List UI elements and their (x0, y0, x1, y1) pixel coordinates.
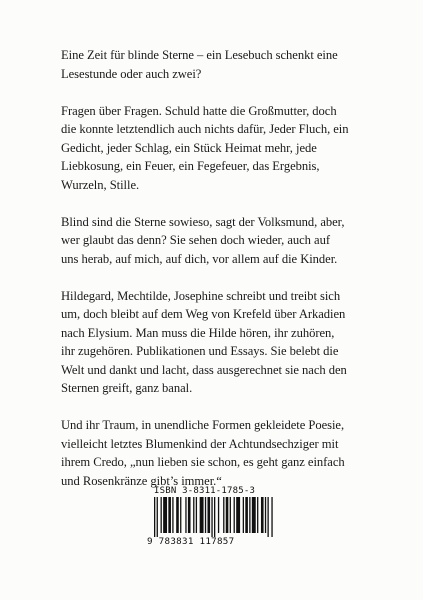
text-line: ihrem Credo, „nun lieben sie schon, es geht ganz einfach (61, 455, 345, 469)
barcode-bar (193, 497, 194, 533)
barcode-bar (196, 497, 197, 533)
barcode-bar (161, 497, 162, 533)
barcode-bar (252, 497, 256, 533)
barcode-bar (172, 497, 173, 533)
barcode-bars-icon (154, 497, 274, 537)
barcode-bar (230, 497, 231, 533)
barcode-bar (249, 497, 250, 533)
barcode-bar (271, 497, 272, 537)
barcode-bar (205, 497, 206, 533)
barcode-bar (261, 497, 264, 533)
barcode-bar (236, 497, 240, 533)
barcode-bar (207, 497, 210, 533)
text-line: Wurzeln, Stille. (61, 177, 140, 192)
text-line: nach Elysium. Man muss die Hilde hören, ihr zuhören, (61, 325, 335, 340)
text-line: Gedicht, jeder Schlag, ein Stück Heimat mehr, jede (61, 140, 317, 155)
barcode-bar (200, 497, 204, 533)
barcode-bar (188, 497, 191, 533)
text-line: Sternen greift, ganz banal. (61, 381, 193, 395)
text-line: vielleicht letztes Blumenkind der Achtundsechziger mit (61, 436, 339, 451)
text-line: Lesestunde oder auch zwei? (61, 66, 202, 81)
barcode-bar (234, 497, 235, 533)
text-line: uns herab, auf mich, auf dich, vor allem auf die Kinder. (61, 251, 338, 266)
barcode-bar (245, 497, 248, 533)
barcode-bar (154, 497, 155, 537)
paragraph-3 (61, 213, 373, 269)
barcode-bar (223, 497, 224, 533)
barcode-bar (243, 497, 244, 533)
barcode-bar (218, 497, 219, 533)
barcode-bar (226, 497, 229, 533)
text-line: Und ihr Traum, in unendliche Formen gekleidete Poesie, (61, 418, 345, 432)
text-line: Welt und dankt und lacht, dass ausgerechnet sie nach den (61, 362, 347, 377)
text-line: ihr zugehören. Publikationen und Essays. Sie belebt die (61, 344, 339, 358)
isbn-barcode (147, 486, 277, 550)
text-line: und Rosenkränze gibt’s immer.“ (61, 473, 222, 488)
barcode-bar (214, 497, 215, 537)
barcode-bar (257, 497, 258, 533)
barcode-bar (265, 497, 266, 533)
barcode-bar (185, 497, 186, 533)
paragraph-5 (61, 416, 373, 490)
paragraph-2 (61, 102, 373, 195)
text-line: Hildegard, Mechtilde, Josephine schreibt und treibt sich (61, 288, 341, 303)
text-line: Eine Zeit für blinde Sterne – ein Lesebuch schenkt eine (61, 48, 338, 62)
barcode-bar (211, 497, 212, 537)
barcode-bar (176, 497, 179, 533)
text-line: Blind sind die Sterne sowieso, sagt der Volksmund, aber, (61, 214, 345, 229)
paragraph-1 (61, 46, 373, 83)
isbn-label: ISBN 3-8311-1785-3 (154, 486, 256, 496)
paragraph-4 (61, 287, 373, 398)
text-line: die konnte letztendlich auch nichts dafür, Jeder Fluch, ein (61, 122, 349, 136)
barcode-bar (168, 497, 171, 533)
text-line: um, doch bleibt auf dem Weg von Krefeld über Arkadien (61, 307, 346, 321)
barcode-bar (180, 497, 181, 533)
barcode-bar (267, 497, 268, 537)
ean-digits: 9 783831 117857 (147, 536, 235, 547)
text-line: Fragen über Fragen. Schuld hatte die Großmutter, doch (61, 103, 337, 118)
blurb-text (61, 46, 373, 509)
barcode-bar (163, 497, 167, 533)
text-line: Liebkosung, ein Feuer, ein Fegefeuer, das Ergebnis, (61, 159, 320, 173)
barcode-bar (157, 497, 158, 537)
text-line: wer glaubt das denn? Sie sehen doch wieder, auch auf (61, 233, 330, 247)
